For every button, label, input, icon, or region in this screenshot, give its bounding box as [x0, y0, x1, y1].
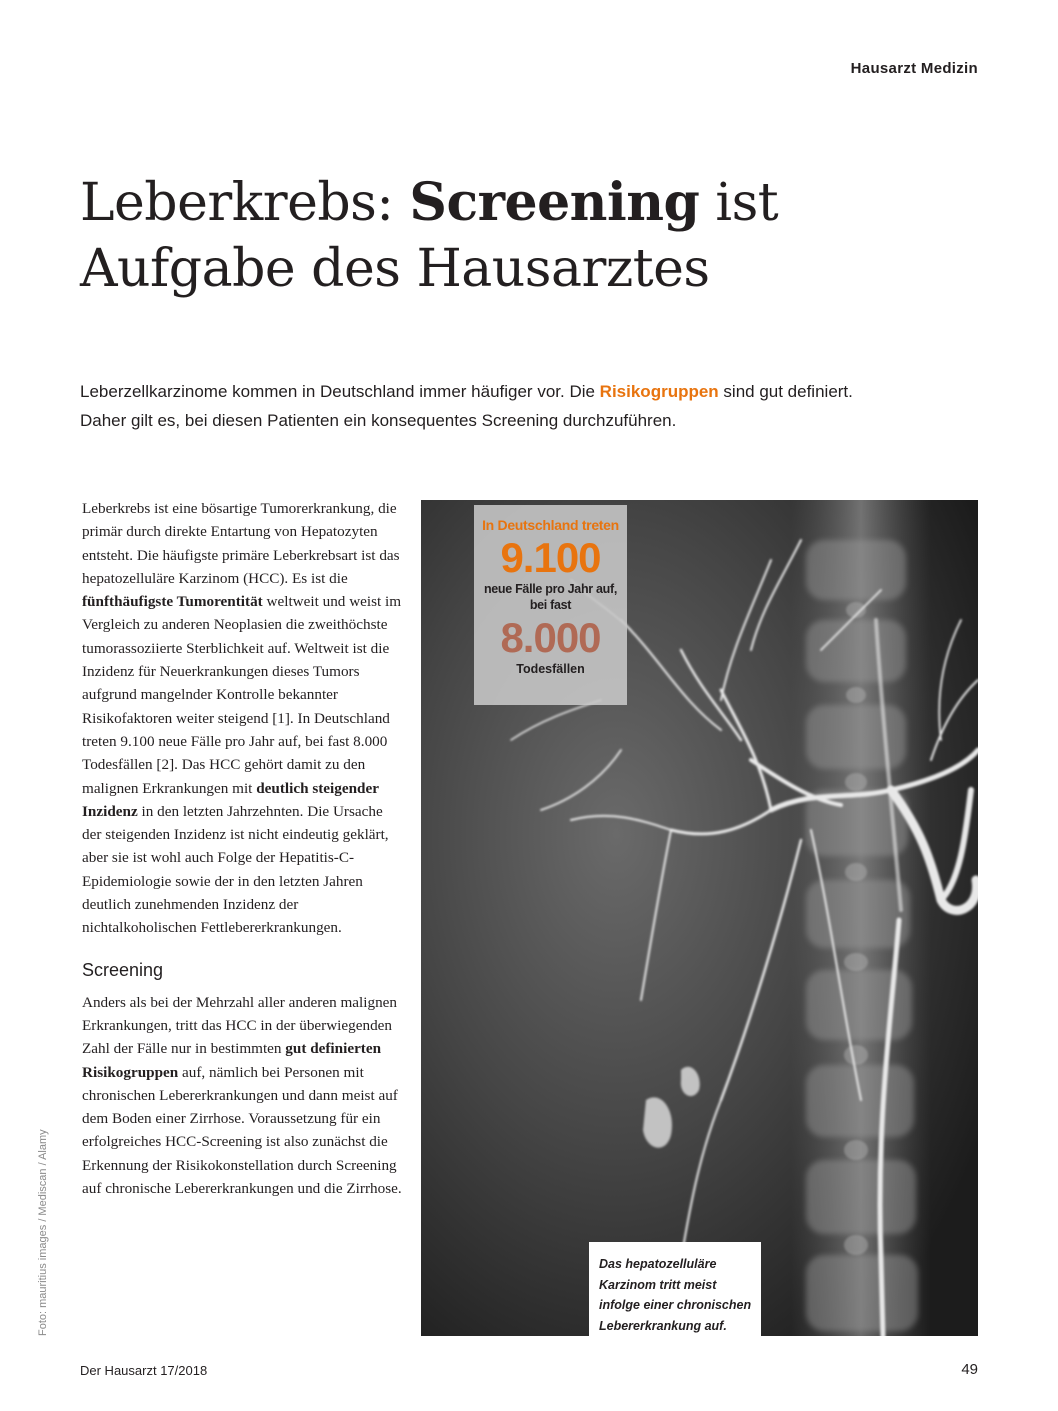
lead-before: Leberzellkarzinome kommen in Deutschland immer häufiger vor. Die [80, 382, 600, 401]
title-line2: Aufgabe des Hausarztes [80, 239, 710, 299]
stat-intro: In Deutschland treten [482, 517, 619, 533]
lead-after: sind gut definiert. Daher gilt es, bei diesen Patienten ein konsequentes Screening durchzuführen. [80, 382, 853, 430]
statistics-box [474, 505, 627, 705]
section-heading-screening: Screening [82, 959, 164, 980]
title-part2: ist [699, 173, 779, 233]
stat-new-cases-number: 9.100 [500, 534, 601, 581]
body-paragraph-2 [82, 991, 402, 1201]
lead-highlight: Risikogruppen [599, 382, 719, 401]
title-part1: Leberkrebs: [80, 173, 410, 233]
body-emphasis: deutlich steigender Inzidenz [82, 779, 379, 820]
body-emphasis: fünfthäufigste Tumorentität [82, 593, 263, 611]
xray-image [421, 500, 978, 1336]
title-bold: Screening [409, 172, 700, 233]
page-number: 49 [961, 1361, 978, 1378]
stat-end-text: Todesfällen [516, 662, 585, 676]
body-paragraph-1 [82, 497, 402, 940]
stat-middle-text: neue Fälle pro Jahr auf, bei fast [483, 582, 618, 612]
body-text: Leberkrebs ist eine bösartige Tumorerkrankung, die primär durch direkte Entartung von Hepatozyten entsteht. Die häufigste primäre Leberkrebsart ist das hepatozelluläre Karzinom (HCC). Es ist die [82, 500, 400, 587]
footer-publication: Der Hausarzt 17/2018 [80, 1363, 208, 1378]
page-title [80, 170, 980, 302]
stat-deaths-number: 8.000 [500, 614, 601, 661]
photo-credit: Foto: mauritius images / Mediscan / Alamy [37, 1129, 49, 1336]
body-emphasis: gut definierten Risikogruppen [82, 1040, 382, 1081]
lead-paragraph [80, 377, 900, 435]
body-text: Anders als bei der Mehrzahl aller anderen malignen Erkrankungen, tritt das HCC in der überwiegenden Zahl der Fälle nur in bestimmten [82, 993, 398, 1058]
body-text: weltweit und weist im Vergleich zu anderen Neoplasien die zweithöchste tumorassoziierte Sterblichkeit auf. Weltweit ist die Inzidenz für Neuerkrankungen dieses Tumors aufgrund mangelnder Kontrolle bekannter Risikofaktoren weiter steigend [1]. In Deutschland treten 9.100 neue Fälle pro Jahr auf, bei fast 8.000 Todesfällen [2]. Das HCC gehört damit zu den malignen Erkrankungen mit [82, 593, 402, 797]
body-text: auf, nämlich bei Personen mit chronischen Lebererkrankungen und dann meist auf dem Boden einer Zirrhose. Voraussetzung für ein erfolgreiches HCC-Screening ist also zunächst die Erkennung der Risikokonstellation durch Screening auf chronische Lebererkrankungen und die Zirrhose. [82, 1063, 402, 1198]
body-column [82, 497, 402, 1200]
body-text: in den letzten Jahrzehnten. Die Ursache der steigenden Inzidenz ist nicht eindeutig geklärt, aber sie ist wohl auch Folge der Hepatitis-C-Epidemiologie sowie der in den letzten Jahren deutlich zunehmenden Inzidenz der nichtalkoholischen Fettlebererkrankungen. [82, 802, 389, 937]
image-caption: Das hepatozelluläre Karzinom tritt meist infolge einer chronischen Lebererkrankung auf. [589, 1242, 761, 1336]
section-label: Hausarzt Medizin [850, 60, 978, 77]
